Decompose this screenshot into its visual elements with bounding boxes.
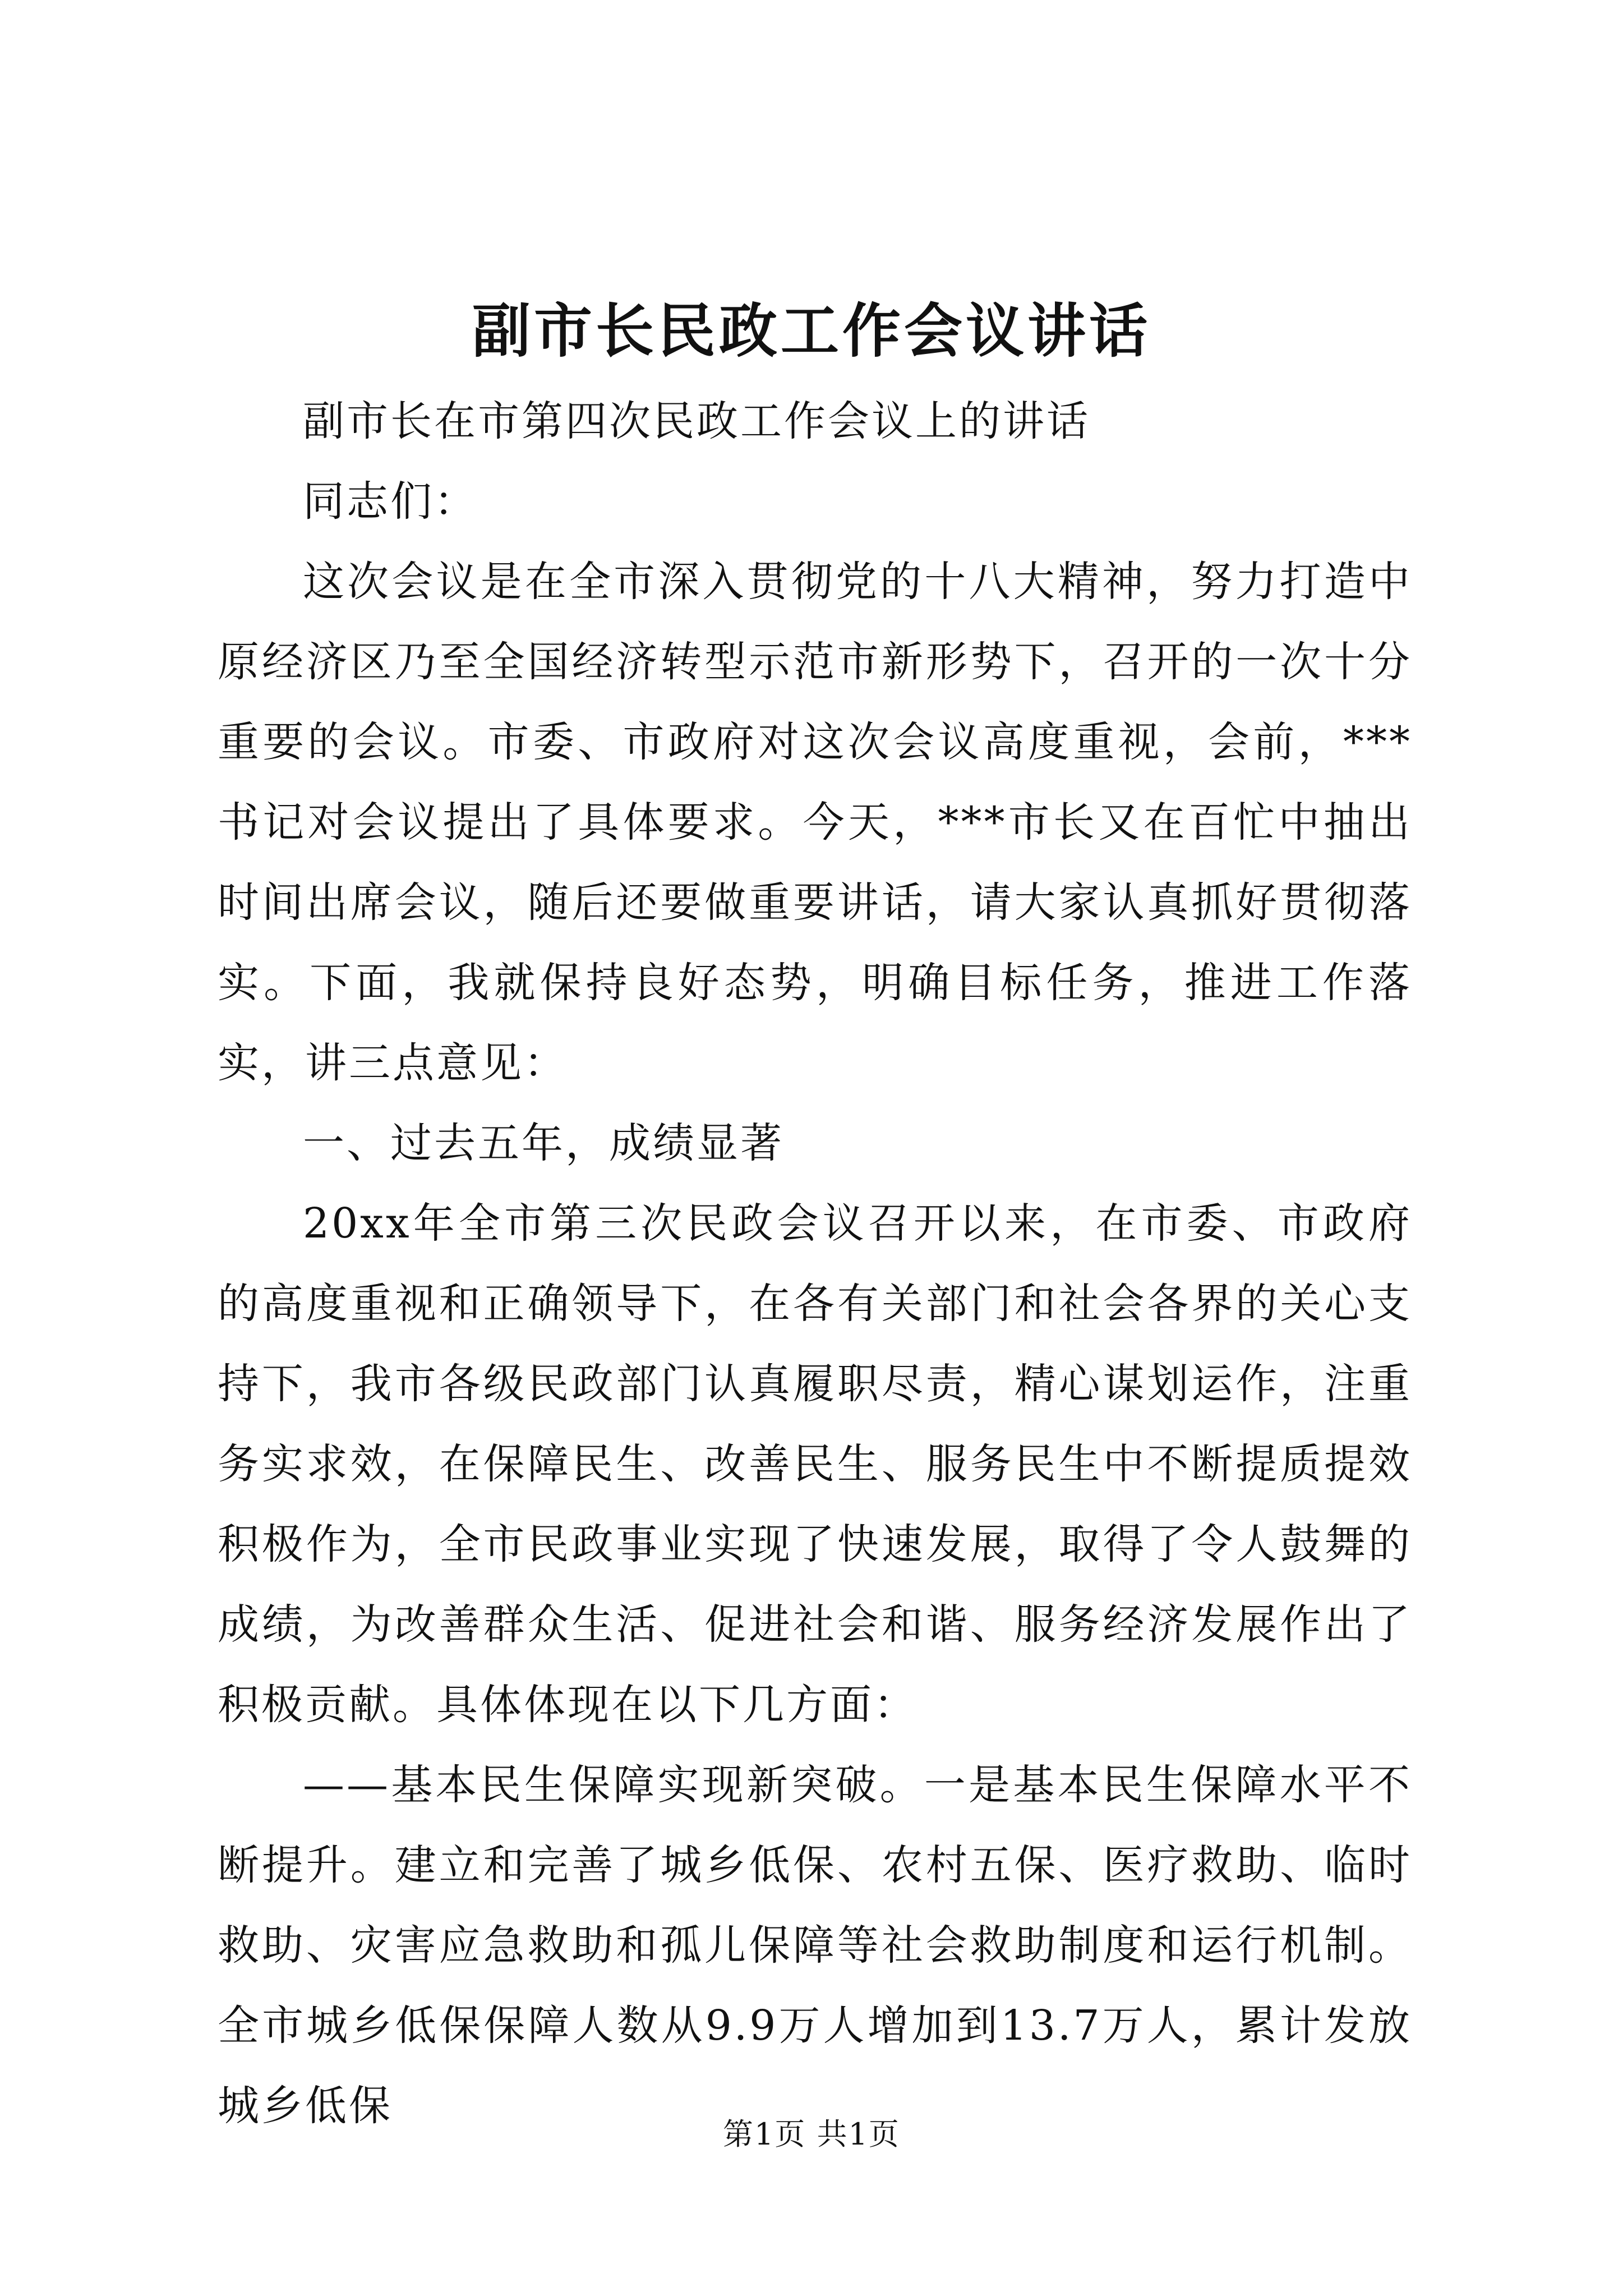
paragraph-livelihood: ——基本民生保障实现新突破。一是基本民生保障水平不断提升。建立和完善了城乡低保、农村五保、医疗救助、临时救助、灾害应急救助和孤儿保障等社会救助制度和运行机制。全市城乡低保保障人数从9.9万人增加到13.7万人，累计发放城乡低保 xyxy=(218,1761,1412,2130)
paragraph-intro: 这次会议是在全市深入贯彻党的十八大精神，努力打造中原经济区乃至全国经济转型示范市新形势下，召开的一次十分重要的会议。市委、市政府对这次会议高度重视，会前，***书记对会议提出了具体要求。今天，***市长又在百忙中抽出时间出席会议，随后还要做重要讲话，请大家认真抓好贯彻落实。下面，我就保持良好态势，明确目标任务，推进工作落实，讲三点意见： xyxy=(218,558,1412,1087)
page-number-footer: 第1页 共1页 xyxy=(723,2116,900,2152)
document-body xyxy=(218,381,1412,2146)
paragraph-salutation: 同志们： xyxy=(303,477,478,526)
paragraph-achievements: 20xx年全市第三次民政会议召开以来，在市委、市政府的高度重视和正确领导下，在各有关部门和社会各界的关心支持下，我市各级民政部门认真履职尽责，精心谋划运作，注重务实求效，在保障民生、改善民生、服务民生中不断提质提效积极作为，全市民政事业实现了快速发展，取得了令人鼓舞的成绩，为改善群众生活、促进社会和谐、服务经济发展作出了积极贡献。具体体现在以下几方面： xyxy=(218,1199,1412,1729)
document-title: 副市长民政工作会议讲话 xyxy=(472,296,1151,365)
section-heading: 一、过去五年，成绩显著 xyxy=(303,1119,784,1167)
paragraph-subtitle: 副市长在市第四次民政工作会议上的讲话 xyxy=(303,397,1090,445)
